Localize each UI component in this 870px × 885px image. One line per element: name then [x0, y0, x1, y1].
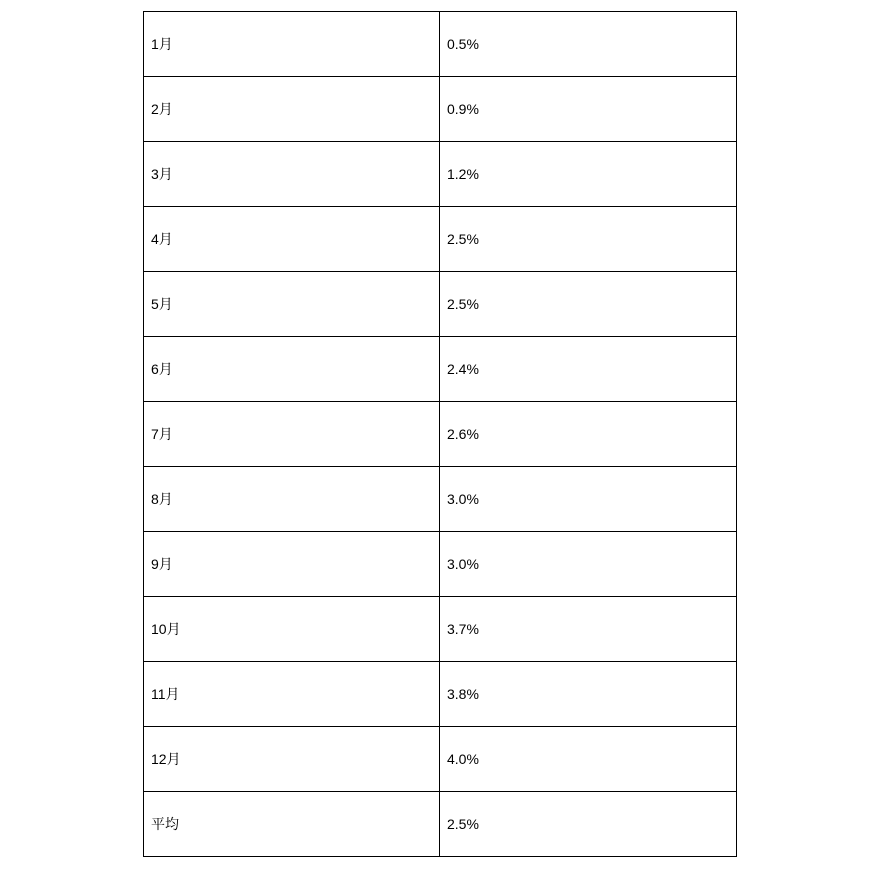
- row-value-cell: 4.0%: [440, 727, 737, 792]
- row-value-cell: 2.5%: [440, 272, 737, 337]
- row-value-cell: 0.5%: [440, 12, 737, 77]
- row-label-cell: 8月: [144, 467, 440, 532]
- table-row: [144, 207, 737, 272]
- table-row: [144, 402, 737, 467]
- row-value-cell: 1.2%: [440, 142, 737, 207]
- table-body: [144, 12, 737, 857]
- row-label-cell: 5月: [144, 272, 440, 337]
- row-label-cell: 10月: [144, 597, 440, 662]
- row-label-cell: 7月: [144, 402, 440, 467]
- row-value-cell: 2.6%: [440, 402, 737, 467]
- row-label-cell: 3月: [144, 142, 440, 207]
- row-label-cell: 2月: [144, 77, 440, 142]
- table-row: [144, 662, 737, 727]
- row-value-cell: 2.5%: [440, 792, 737, 857]
- data-table: [143, 11, 737, 857]
- row-label-cell: 12月: [144, 727, 440, 792]
- row-value-cell: 3.8%: [440, 662, 737, 727]
- row-label-cell: 4月: [144, 207, 440, 272]
- row-value-cell: 3.0%: [440, 467, 737, 532]
- table-row: [144, 77, 737, 142]
- row-value-cell: 2.4%: [440, 337, 737, 402]
- table-row: [144, 727, 737, 792]
- table-row: [144, 272, 737, 337]
- table-row: [144, 597, 737, 662]
- row-label-cell: 平均: [144, 792, 440, 857]
- table-row: [144, 337, 737, 402]
- table-row: [144, 142, 737, 207]
- row-value-cell: 0.9%: [440, 77, 737, 142]
- row-label-cell: 11月: [144, 662, 440, 727]
- table-row: [144, 12, 737, 77]
- table-row: [144, 467, 737, 532]
- row-label-cell: 1月: [144, 12, 440, 77]
- row-value-cell: 3.0%: [440, 532, 737, 597]
- table-row: [144, 532, 737, 597]
- table-row: [144, 792, 737, 857]
- row-label-cell: 9月: [144, 532, 440, 597]
- row-label-cell: 6月: [144, 337, 440, 402]
- row-value-cell: 3.7%: [440, 597, 737, 662]
- row-value-cell: 2.5%: [440, 207, 737, 272]
